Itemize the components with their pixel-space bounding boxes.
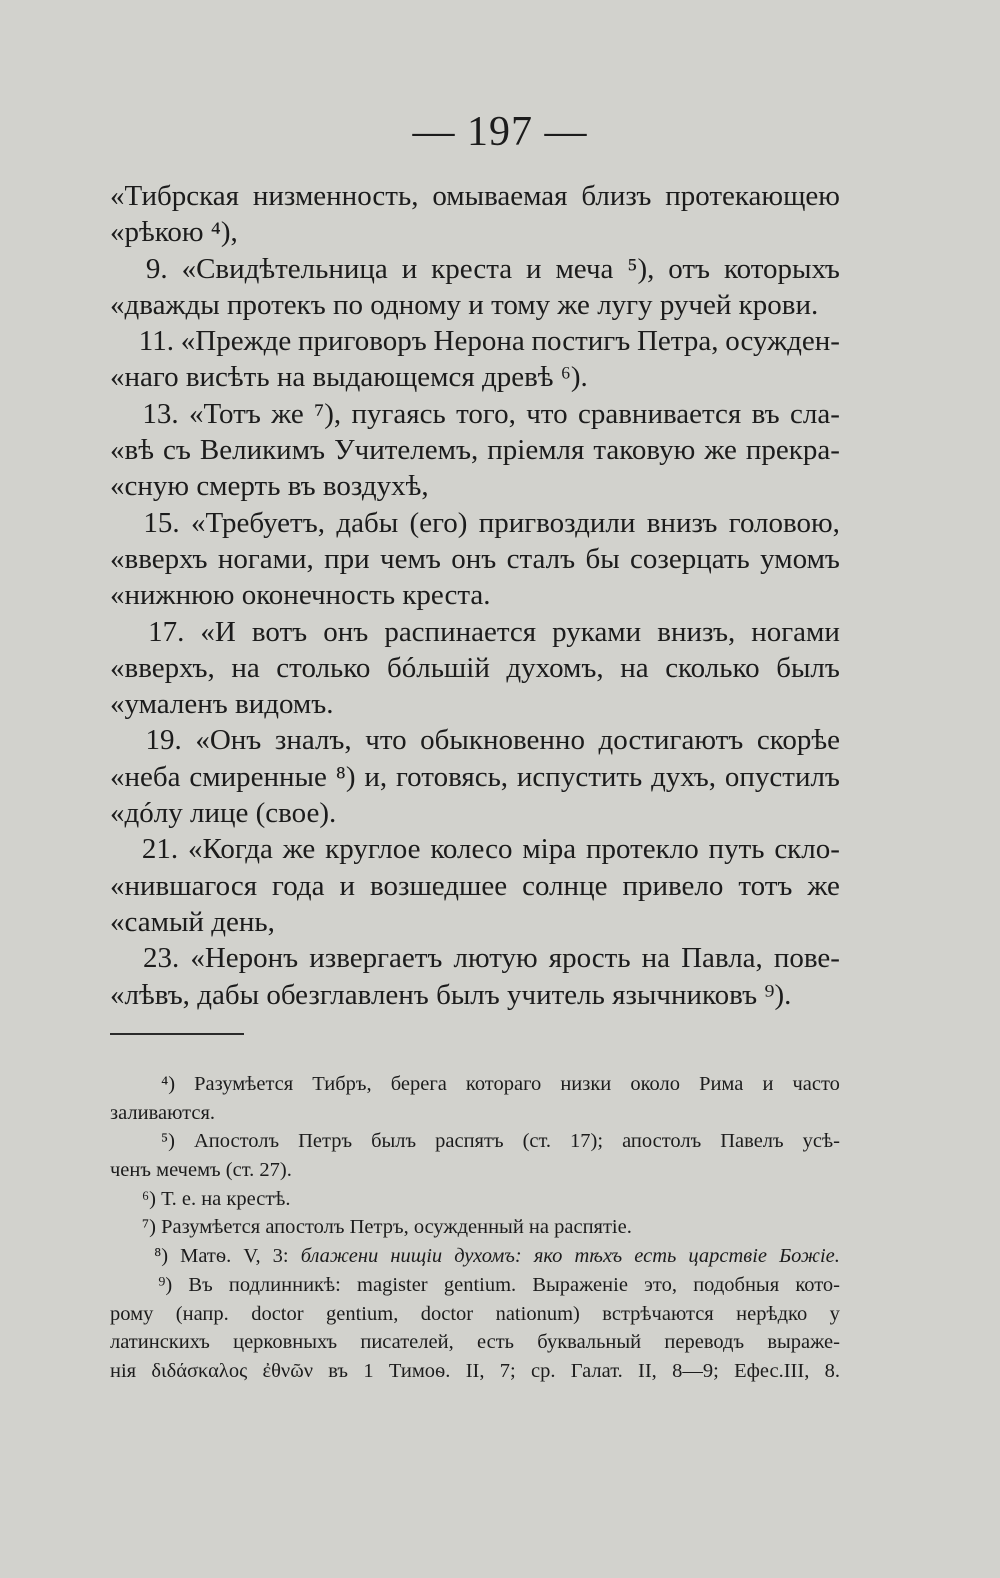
body-text-line: 9. «Свидѣтельница и креста и меча ⁵), отъ которыхъ: [145, 252, 840, 285]
body-text-line: «вѣ съ Великимъ Учителемъ, пріемля таковую же прекра-: [110, 434, 840, 467]
body-text-line: «лѣвъ, дабы обезглавленъ былъ учитель язычниковъ ⁹).: [110, 978, 792, 1011]
body-text-line: 21. «Когда же круглое колесо міра протекло путь скло-: [141, 833, 840, 866]
footnote-line: ⁸) Матѳ. V, 3: блажени нищіи духомъ: яко тѣхъ есть царствіе Божіе.: [154, 1245, 840, 1268]
footnotes: [110, 1070, 840, 1386]
body-text-line: «вверхъ, на столько бóльшій духомъ, на сколько былъ: [110, 651, 840, 684]
footnote-line: латинскихъ церковныхъ писателей, есть буквальный переводъ выраже-: [110, 1331, 840, 1354]
body-text-line: «нившагося года и возшедшее солнце привело тотъ же: [110, 869, 840, 902]
footnote-line: ченъ мечемъ (ст. 27).: [110, 1159, 292, 1182]
body-text-line: «умаленъ видомъ.: [110, 688, 334, 721]
body-text-line: «самый день,: [110, 905, 275, 938]
footnote-line: нія διδάσκαλος ἐθνῶν въ 1 Тимоѳ. II, 7; ср. Галат. II, 8—9; Ефес.III, 8.: [110, 1359, 840, 1382]
body-text-line: 19. «Онъ зналъ, что обыкновенно достигаютъ скорѣе: [145, 724, 840, 757]
body-text-line: «неба смиренные ⁸) и, готовясь, испустить духъ, опустилъ: [110, 760, 840, 793]
footnote-separator: [110, 1033, 244, 1035]
footnote-line: ⁶) Т. е. на крестѣ.: [142, 1187, 291, 1210]
body-text-line: «дважды протекъ по одному и тому же лугу ручей крови.: [110, 288, 819, 321]
footnote-line: ⁵) Апостолъ Петръ былъ распятъ (ст. 17); апостолъ Павелъ усѣ-: [161, 1130, 840, 1153]
body-text-line: «Тибрская низменность, омываемая близъ протекающею: [110, 180, 840, 212]
body-text-line: 11. «Прежде приговоръ Нерона постигъ Петра, осужден-: [138, 325, 840, 358]
body-text-line: 15. «Требуетъ, дабы (его) пригвоздили внизъ головою,: [143, 506, 840, 539]
body-text-line: «нижнюю оконечность креста.: [110, 579, 491, 612]
body-text-line: «вверхъ ногами, при чемъ онъ сталъ бы созерцать умомъ: [110, 542, 840, 575]
page-number: — 197 —: [412, 109, 588, 155]
body-text-line: «наго висѣть на выдающемся древѣ ⁶).: [110, 361, 588, 394]
footnote-line: ⁹) Въ подлинникѣ: magister gentium. Выраженіе это, подобныя кото-: [158, 1273, 840, 1296]
body-text-line: «рѣкою ⁴),: [110, 216, 238, 249]
footnote-line: заливаются.: [110, 1101, 215, 1124]
body-text-line: 13. «Тотъ же ⁷), пугаясь того, что сравнивается въ сла-: [142, 397, 840, 430]
footnote-line: ⁷) Разумѣется апостолъ Петръ, осужденный на распятіе.: [142, 1216, 632, 1239]
footnote-line: ⁴) Разумѣется Тибръ, берега котораго низки около Рима и часто: [161, 1073, 840, 1095]
body-text-line: «сную смерть въ воздухѣ,: [110, 470, 429, 503]
main-text: [110, 178, 840, 1013]
footnote-line: рому (напр. doctor gentium, doctor nationum) встрѣчаются нерѣдко у: [110, 1302, 840, 1325]
body-text-line: 23. «Неронъ извергаетъ лютую ярость на Павла, пове-: [143, 942, 840, 975]
body-text-line: «дóлу лице (свое).: [110, 797, 337, 830]
body-text-line: 17. «И вотъ онъ распинается руками внизъ, ногами: [148, 615, 840, 648]
